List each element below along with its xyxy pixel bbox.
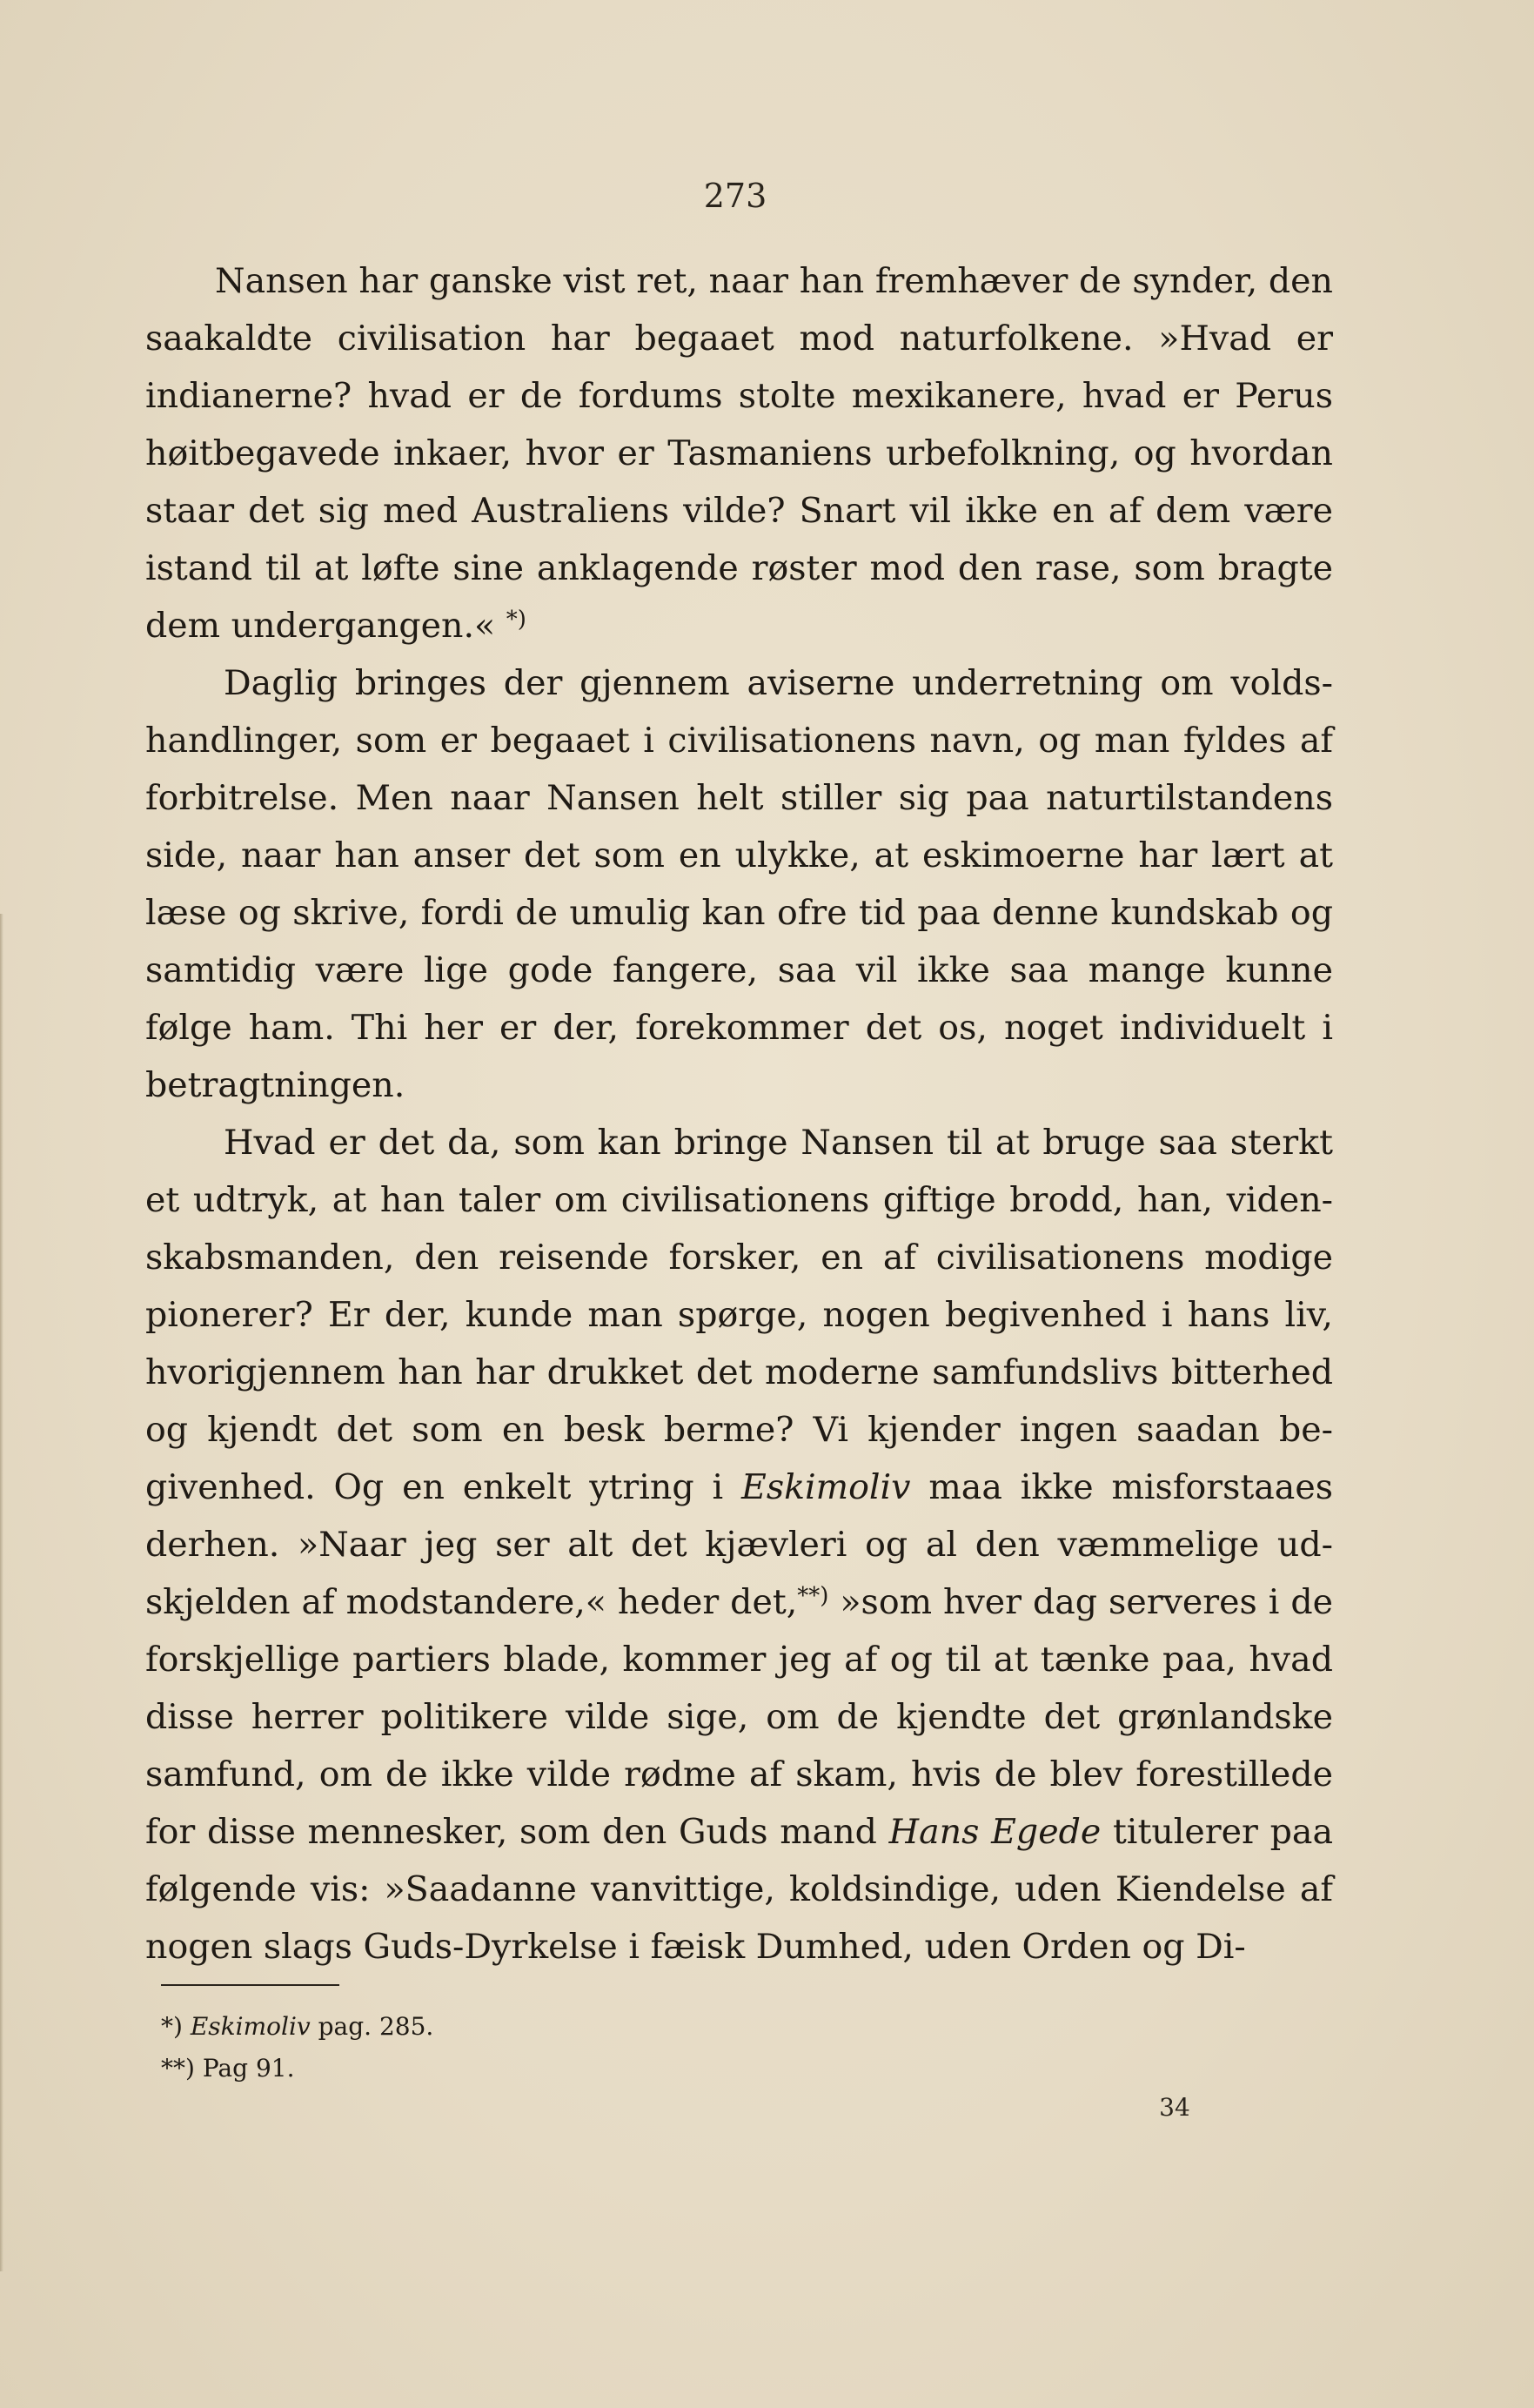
paragraph-3-text-d: titulerer paa følgende vis: »Saadanne vanvittige, koldsindige, uden Kiendelse af nogen slags Guds-Dyrkelse i fæisk Dumhed, uden Orden og Di- [145, 1812, 1333, 1967]
paragraph-3 [145, 1114, 1333, 1975]
paragraph-1 [145, 252, 1333, 654]
footnote-1-ref: Eskimoliv [190, 2012, 311, 2041]
footnote-divider [161, 1984, 339, 1986]
body-text [145, 252, 1333, 1975]
page-edge-shadow [0, 914, 3, 2271]
paragraph-3-text-c: »som hver dag serveres i de forskjellige partiers blade, kommer jeg af og til at tænke paa, hvad disse herrer politikere vilde sige, om de kjendte det grønlandske samfund, om de ikke vilde rødme af skam, hvis de blev forestillede for disse mennesker, som den Guds mand [145, 1582, 1333, 1852]
paragraph-2-text: Daglig bringes der gjennem aviserne underretning om voldshandlinger, som er begaaet i civilisationens navn, og man fyldes af forbitrelse. Men naar Nansen helt stiller sig paa naturtilstandens side, naar han anser det som en ulykke, at eskimoerne har lært at læse og skrive, fordi de umulig kan ofre tid paa denne kundskab og samtidig være lige gode fangere, saa vil ikke saa mange kunne følge ham. Thi her er der, forekommer det os, noget individuelt i betragtningen. [145, 663, 1333, 1105]
footnote-2 [161, 2048, 433, 2089]
footnote-ref-2[interactable]: **) [797, 1583, 829, 1609]
page-number: 273 [703, 177, 767, 215]
paragraph-3-text-a: Hvad er det da, som kan bringe Nansen til at bruge saa sterkt et udtryk, at han taler om civilisationens giftige brodd, han, videnskabsmanden, den reisende forsker, en af civilisationens modige pionerer? Er der, kunde man spørge, nogen begivenhed i hans liv, hvorigjennem han har drukket det moderne samfundslivs bitterhed og kjendt det som en besk berme? Vi kjender ingen saadan begivenhed. Og en enkelt ytring i [145, 1123, 1333, 1507]
footnote-1 [161, 2006, 433, 2048]
name-hans-egede: Hans Egede [888, 1812, 1102, 1852]
footnote-1-mark: *) [161, 2012, 183, 2041]
footnote-1-text: pag. 285. [318, 2012, 434, 2041]
footnote-2-text: Pag 91. [202, 2054, 295, 2083]
paragraph-3-text-b: maa ikke misforstaaes derhen. »Naar jeg ser alt det kjævleri og al den væmmelige udskjelden af modstandere,« heder det, [145, 1467, 1334, 1622]
book-title-eskimoliv: Eskimoliv [740, 1467, 911, 1507]
footnote-ref-1[interactable]: *) [506, 607, 526, 633]
paragraph-2 [145, 654, 1333, 1114]
paragraph-1-text: Nansen har ganske vist ret, naar han fremhæver de synder, den saakaldte civilisation har begaaet mod naturfolkene. »Hvad er indianerne? hvad er de fordums stolte mexikanere, hvad er Perus høitbegavede inkaer, hvor er Tasmaniens urbefolkning, og hvordan staar det sig med Australiens vilde? Snart vil ikke en af dem være istand til at løfte sine anklagende røster mod den rase, som bragte dem undergangen.« [145, 261, 1333, 646]
footnotes [161, 2006, 433, 2089]
signature-mark: 34 [1159, 2093, 1190, 2122]
footnote-2-mark: **) [161, 2054, 195, 2083]
